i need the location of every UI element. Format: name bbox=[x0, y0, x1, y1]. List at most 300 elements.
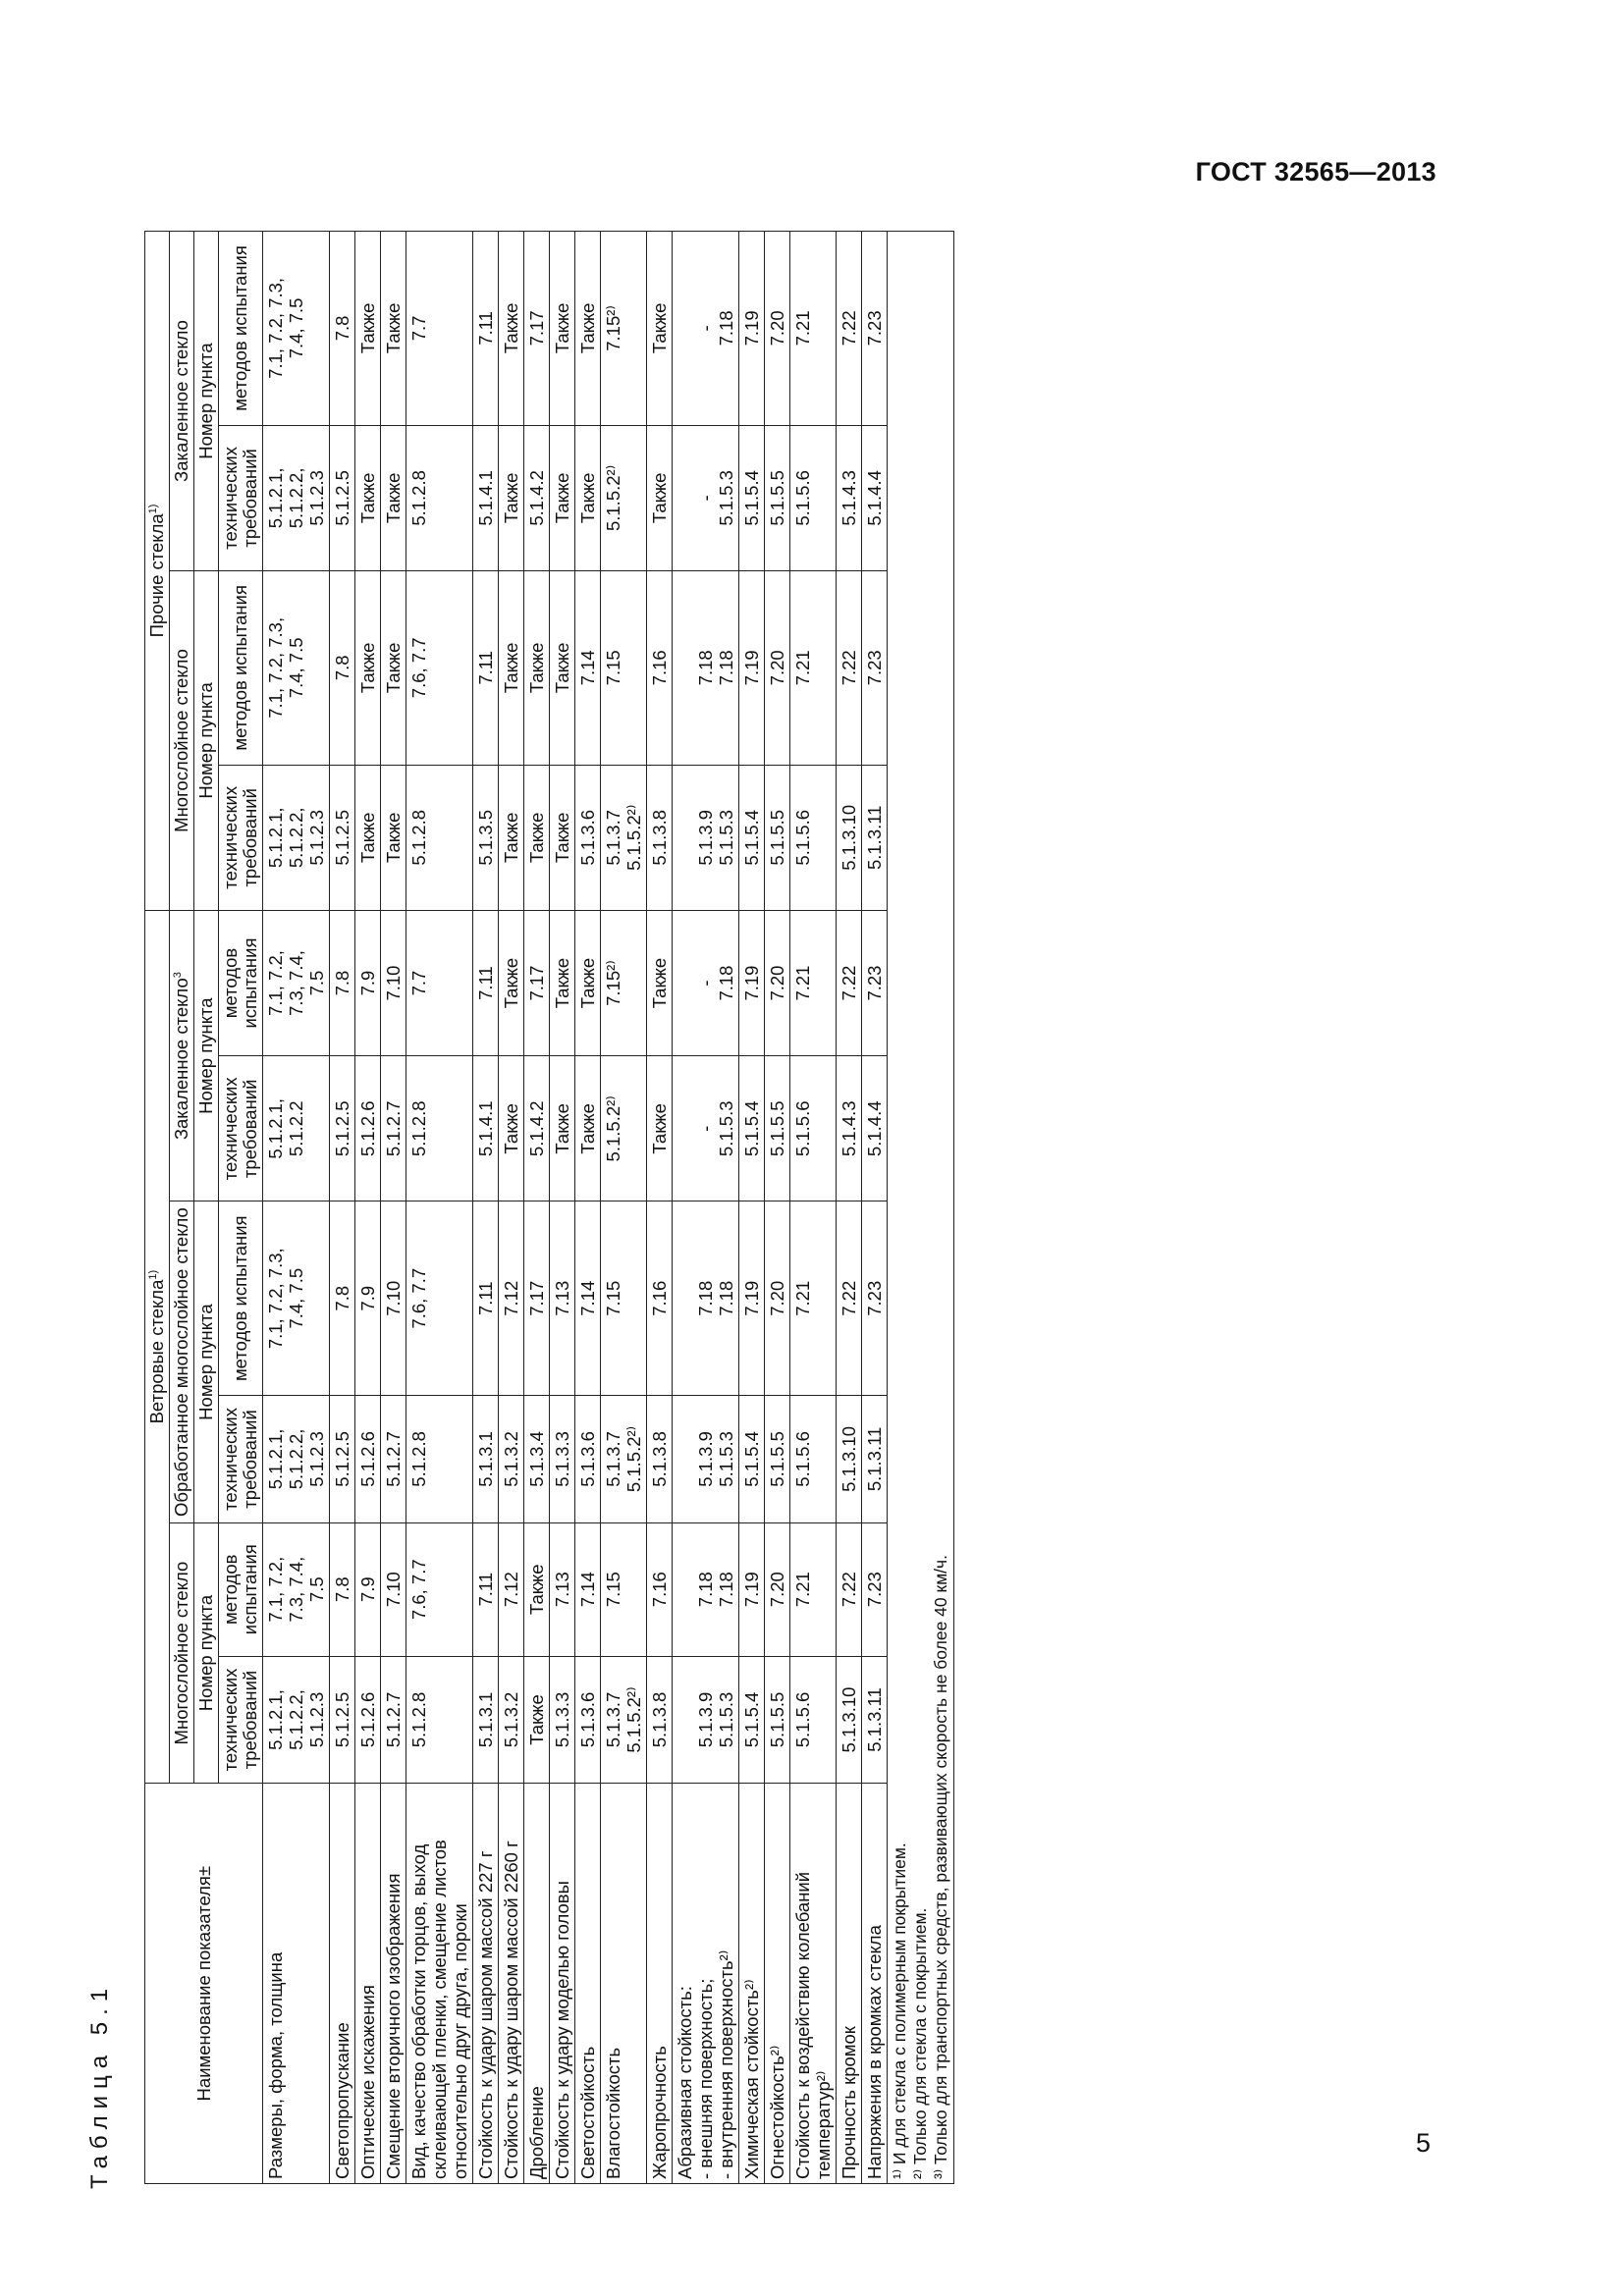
cell-line: 7.6, 7.7 bbox=[408, 1559, 429, 1621]
header-col-tech: технических требований bbox=[219, 1396, 263, 1523]
cell-test-method bbox=[330, 1201, 355, 1396]
cell-test-method bbox=[862, 571, 888, 766]
table-row bbox=[575, 232, 601, 2184]
header-item-number: Номер пункта bbox=[194, 910, 219, 1201]
cell-tech-requirement bbox=[330, 425, 355, 570]
cell-tech-requirement bbox=[575, 1396, 601, 1523]
cell-test-method bbox=[790, 232, 837, 426]
cell-line: 7.19 bbox=[741, 1572, 762, 1608]
cell-line: 7.6, 7.7 bbox=[408, 1267, 429, 1329]
cell-tech-requirement bbox=[673, 1056, 739, 1201]
cell-test-method bbox=[406, 571, 473, 766]
cell-line: 5.1.3.5 bbox=[475, 809, 496, 866]
row-indicator-name-line: Напряжения в кромках стекла bbox=[864, 1925, 885, 2179]
row-indicator-name-line: Светостойкость bbox=[577, 2046, 598, 2179]
table-header bbox=[145, 232, 263, 2184]
cell-tech-requirement bbox=[837, 1396, 862, 1523]
cell-line bbox=[675, 770, 695, 906]
cell-tech-requirement bbox=[381, 425, 406, 570]
cell-line: 5.1.2.5 bbox=[332, 470, 352, 526]
cell-tech-requirement bbox=[406, 425, 473, 570]
table-row bbox=[381, 232, 406, 2184]
row-indicator-name-line: Размеры, форма, толщина bbox=[265, 1951, 286, 2179]
cell-line: 7.12 bbox=[501, 1572, 521, 1608]
cell-test-method bbox=[673, 1201, 739, 1396]
document-standard-number: ГОСТ 32565—2013 bbox=[1195, 157, 1436, 187]
cell-line: 7.9 bbox=[357, 970, 378, 996]
cell-test-method bbox=[862, 1201, 888, 1396]
cell-tech-requirement bbox=[330, 765, 355, 910]
cell-line: Также bbox=[501, 472, 521, 524]
cell-tech-requirement bbox=[673, 1396, 739, 1523]
cell-line: 5.1.5.6 bbox=[792, 470, 813, 526]
row-indicator-name bbox=[406, 1784, 473, 2184]
row-indicator-name bbox=[837, 1784, 862, 2184]
cell-line: 7.18 bbox=[716, 965, 736, 1001]
header-col-method: методов испытания bbox=[219, 232, 263, 426]
cell-line: 5.1.2.6 bbox=[357, 1691, 378, 1748]
cell-line: 5.1.5.4 bbox=[741, 470, 762, 526]
row-indicator-name-line: Жаропрочность bbox=[649, 2046, 670, 2179]
cell-line: 7.5 bbox=[306, 970, 327, 996]
cell-line: 7.21 bbox=[792, 310, 813, 347]
cell-line: 5.1.4.4 bbox=[864, 1100, 885, 1157]
cell-line: Также bbox=[501, 812, 521, 864]
cell-test-method bbox=[406, 910, 473, 1055]
cell-line: 5.1.5.5 bbox=[767, 1100, 787, 1157]
cell-line bbox=[675, 430, 695, 566]
cell-line: 7.15 bbox=[603, 1572, 623, 1608]
header-item-number: Номер пункта bbox=[194, 571, 219, 911]
cell-tech-requirement bbox=[550, 1656, 575, 1784]
cell-line: 5.1.4.3 bbox=[839, 1100, 859, 1157]
cell-line: 5.1.5.6 bbox=[792, 809, 813, 866]
cell-line: 5.1.2.8 bbox=[408, 809, 429, 866]
header-sub-processed: Обработанное многослойное стекло bbox=[170, 1201, 194, 1522]
cell-test-method bbox=[575, 1201, 601, 1396]
cell-test-method bbox=[790, 910, 837, 1055]
row-indicator-name-line: - внутренняя поверхность²⁾ bbox=[716, 1949, 736, 2179]
cell-line: 7.20 bbox=[767, 1572, 787, 1608]
cell-line: 7.3, 7.4, bbox=[286, 950, 306, 1016]
cell-line: 7.18 bbox=[716, 1280, 736, 1316]
cell-tech-requirement bbox=[790, 765, 837, 910]
cell-line: Также bbox=[501, 302, 521, 354]
cell-line: 5.1.3.1 bbox=[475, 1691, 496, 1748]
cell-line: 7.20 bbox=[767, 965, 787, 1001]
row-indicator-name-line: Стойкость к удару шаром массой 2260 г bbox=[501, 1841, 521, 2179]
cell-line: 5.1.2.5 bbox=[332, 1100, 352, 1157]
cell-test-method bbox=[499, 571, 524, 766]
cell-test-method bbox=[673, 571, 739, 766]
cell-line: 5.1.4.4 bbox=[864, 470, 885, 526]
cell-line: 5.1.5.3 bbox=[716, 1431, 736, 1487]
cell-line: 5.1.3.10 bbox=[839, 1686, 859, 1753]
cell-line: 5.1.3.9 bbox=[695, 809, 716, 866]
cell-tech-requirement bbox=[263, 1396, 330, 1523]
cell-line: - bbox=[695, 980, 716, 987]
cell-tech-requirement bbox=[837, 765, 862, 910]
cell-line: 5.1.3.2 bbox=[501, 1691, 521, 1748]
cell-line: 7.1, 7.2, 7.3, bbox=[265, 277, 286, 379]
cell-tech-requirement bbox=[765, 765, 790, 910]
cell-line: 7.4, 7.5 bbox=[286, 637, 306, 699]
cell-line: 5.1.4.2 bbox=[526, 470, 547, 526]
cell-tech-requirement bbox=[473, 765, 499, 910]
header-sub-multilayer-other: Многослойное стекло bbox=[170, 571, 194, 911]
cell-test-method bbox=[862, 910, 888, 1055]
cell-test-method bbox=[381, 910, 406, 1055]
cell-test-method bbox=[739, 1522, 765, 1656]
cell-tech-requirement bbox=[355, 1056, 381, 1201]
cell-test-method bbox=[263, 232, 330, 426]
header-group-windshield-label: Ветровые стекла bbox=[146, 1279, 167, 1424]
cell-tech-requirement bbox=[550, 425, 575, 570]
row-indicator-name bbox=[524, 1784, 550, 2184]
cell-line: 5.1.2.5 bbox=[332, 809, 352, 866]
header-col-method: методов испытания bbox=[219, 910, 263, 1055]
cell-test-method bbox=[473, 571, 499, 766]
header-group-other-label: Прочие стекла bbox=[146, 513, 167, 638]
cell-line: 5.1.2.7 bbox=[383, 1100, 404, 1157]
row-indicator-name-line: Химическая стойкость²⁾ bbox=[741, 1979, 762, 2179]
header-sub-tempered-footnote: 3 bbox=[171, 972, 184, 979]
cell-line: 5.1.5.5 bbox=[767, 470, 787, 526]
cell-line: Также bbox=[357, 472, 378, 524]
cell-line: 5.1.5.6 bbox=[792, 1100, 813, 1157]
cell-test-method bbox=[673, 1522, 739, 1656]
row-indicator-name bbox=[473, 1784, 499, 2184]
cell-line: 5.1.3.10 bbox=[839, 804, 859, 871]
cell-line: 5.1.2.7 bbox=[383, 1431, 404, 1487]
cell-line: 5.1.3.8 bbox=[649, 1431, 670, 1487]
cell-line: Также bbox=[577, 472, 598, 524]
cell-tech-requirement bbox=[575, 765, 601, 910]
cell-test-method bbox=[406, 232, 473, 426]
cell-test-method bbox=[765, 232, 790, 426]
cell-tech-requirement bbox=[647, 425, 673, 570]
cell-tech-requirement bbox=[601, 425, 647, 570]
cell-line: 5.1.3.9 bbox=[695, 1691, 716, 1748]
cell-test-method bbox=[862, 232, 888, 426]
row-indicator-name bbox=[263, 1784, 330, 2184]
cell-line: Также bbox=[552, 472, 572, 524]
cell-line: 7.11 bbox=[475, 1572, 496, 1607]
cell-line: 5.1.2.5 bbox=[332, 1431, 352, 1487]
cell-line: 5.1.5.5 bbox=[767, 809, 787, 866]
cell-line: 5.1.5.5 bbox=[767, 1431, 787, 1487]
cell-test-method bbox=[473, 1201, 499, 1396]
table-row bbox=[739, 232, 765, 2184]
cell-tech-requirement bbox=[524, 1056, 550, 1201]
cell-test-method bbox=[837, 571, 862, 766]
cell-test-method bbox=[263, 1522, 330, 1656]
row-indicator-name bbox=[575, 1784, 601, 2184]
cell-test-method bbox=[601, 1522, 647, 1656]
row-indicator-name-line: Стойкость к удару моделью головы bbox=[552, 1881, 572, 2179]
cell-line: 7.13 bbox=[552, 1572, 572, 1608]
cell-tech-requirement bbox=[355, 1396, 381, 1523]
cell-test-method bbox=[524, 1522, 550, 1656]
header-col-tech: технических требований bbox=[219, 765, 263, 910]
header-sub-multilayer: Многослойное стекло bbox=[170, 1522, 194, 1784]
cell-line: 7.4, 7.5 bbox=[286, 297, 306, 359]
cell-line: 5.1.2.3 bbox=[306, 470, 327, 526]
cell-line: 7.8 bbox=[332, 1285, 352, 1311]
cell-tech-requirement bbox=[647, 1056, 673, 1201]
cell-line: 7.15 bbox=[603, 1280, 623, 1316]
cell-tech-requirement bbox=[330, 1396, 355, 1523]
cell-test-method bbox=[263, 910, 330, 1055]
cell-line: 7.15²⁾ bbox=[603, 305, 623, 351]
cell-line: 5.1.5.2²⁾ bbox=[623, 1686, 644, 1753]
cell-line: 7.1, 7.2, bbox=[265, 950, 286, 1016]
cell-line: Также bbox=[383, 642, 404, 694]
cell-line bbox=[675, 1527, 695, 1652]
cell-tech-requirement bbox=[837, 1056, 862, 1201]
cell-line: 7.22 bbox=[839, 650, 859, 686]
cell-line: 5.1.5.2²⁾ bbox=[623, 1425, 644, 1493]
cell-tech-requirement bbox=[601, 1656, 647, 1784]
cell-line: 7.16 bbox=[649, 650, 670, 686]
cell-line: 5.1.3.8 bbox=[649, 809, 670, 866]
cell-line: 7.21 bbox=[792, 650, 813, 686]
cell-test-method bbox=[647, 571, 673, 766]
table-row bbox=[673, 232, 739, 2184]
cell-line: 5.1.2.1, bbox=[265, 807, 286, 869]
cell-line: 5.1.4.2 bbox=[526, 1100, 547, 1157]
cell-test-method bbox=[765, 571, 790, 766]
cell-test-method bbox=[601, 1201, 647, 1396]
cell-tech-requirement bbox=[601, 1056, 647, 1201]
cell-line: 5.1.2.5 bbox=[332, 1691, 352, 1748]
cell-line: Также bbox=[577, 957, 598, 1009]
cell-tech-requirement bbox=[673, 425, 739, 570]
row-indicator-name-line: Дробление bbox=[526, 2086, 547, 2179]
cell-line: Также bbox=[501, 957, 521, 1009]
cell-line: 7.14 bbox=[577, 650, 598, 686]
cell-line: 5.1.2.8 bbox=[408, 1691, 429, 1748]
cell-test-method bbox=[499, 232, 524, 426]
cell-line: 5.1.2.2, bbox=[286, 1428, 306, 1490]
header-col-method: методов испытания bbox=[219, 1201, 263, 1396]
cell-test-method bbox=[575, 1522, 601, 1656]
cell-line: 5.1.3.7 bbox=[603, 809, 623, 866]
requirements-table bbox=[144, 231, 954, 2184]
cell-line: 5.1.3.7 bbox=[603, 1431, 623, 1487]
cell-test-method bbox=[499, 1522, 524, 1656]
cell-tech-requirement bbox=[263, 1656, 330, 1784]
cell-line: 5.1.5.2²⁾ bbox=[603, 464, 623, 532]
cell-line: 5.1.3.6 bbox=[577, 1691, 598, 1748]
cell-line: Также bbox=[552, 642, 572, 694]
cell-test-method bbox=[647, 1201, 673, 1396]
header-col-method: методов испытания bbox=[219, 571, 263, 766]
row-indicator-name bbox=[862, 1784, 888, 2184]
cell-tech-requirement bbox=[837, 425, 862, 570]
cell-line: 5.1.5.3 bbox=[716, 1100, 736, 1157]
cell-tech-requirement bbox=[330, 1056, 355, 1201]
cell-line: Также bbox=[526, 812, 547, 864]
cell-tech-requirement bbox=[739, 425, 765, 570]
cell-test-method bbox=[355, 1201, 381, 1396]
cell-test-method bbox=[790, 1522, 837, 1656]
table-row bbox=[647, 232, 673, 2184]
cell-tech-requirement bbox=[790, 1656, 837, 1784]
cell-line: Также bbox=[552, 302, 572, 354]
cell-line: Также bbox=[357, 642, 378, 694]
row-indicator-name-line: Огнестойкость²⁾ bbox=[767, 2045, 787, 2179]
cell-line: 5.1.2.1, bbox=[265, 467, 286, 529]
cell-test-method bbox=[790, 1201, 837, 1396]
cell-tech-requirement bbox=[673, 765, 739, 910]
cell-line: 5.1.3.8 bbox=[649, 1691, 670, 1748]
row-indicator-name bbox=[550, 1784, 575, 2184]
cell-test-method bbox=[473, 1522, 499, 1656]
cell-tech-requirement bbox=[765, 1656, 790, 1784]
cell-line: 7.17 bbox=[526, 1280, 547, 1316]
row-indicator-name bbox=[601, 1784, 647, 2184]
cell-line: 5.1.5.2²⁾ bbox=[623, 804, 644, 871]
cell-test-method bbox=[601, 571, 647, 766]
cell-test-method bbox=[575, 910, 601, 1055]
cell-line bbox=[675, 1205, 695, 1391]
cell-line bbox=[675, 1661, 695, 1780]
cell-test-method bbox=[263, 1201, 330, 1396]
cell-line: 5.1.5.3 bbox=[716, 809, 736, 866]
cell-tech-requirement bbox=[862, 425, 888, 570]
header-item-number: Номер пункта bbox=[194, 232, 219, 571]
cell-test-method bbox=[381, 1522, 406, 1656]
cell-tech-requirement bbox=[524, 425, 550, 570]
cell-line bbox=[675, 1400, 695, 1519]
cell-line: Также bbox=[552, 812, 572, 864]
cell-line: 7.5 bbox=[306, 1576, 327, 1603]
table-row bbox=[330, 232, 355, 2184]
cell-line: 7.10 bbox=[383, 1572, 404, 1608]
row-indicator-name bbox=[499, 1784, 524, 2184]
cell-line: 7.14 bbox=[577, 1280, 598, 1316]
cell-tech-requirement bbox=[499, 1056, 524, 1201]
row-indicator-name-line: Абразивная стойкость: bbox=[675, 1986, 695, 2179]
cell-line: 7.4, 7.5 bbox=[286, 1267, 306, 1329]
cell-tech-requirement bbox=[790, 425, 837, 570]
cell-test-method bbox=[673, 232, 739, 426]
cell-line: 5.1.2.2, bbox=[286, 1689, 306, 1750]
cell-line: Также bbox=[526, 1564, 547, 1615]
cell-tech-requirement bbox=[739, 1056, 765, 1201]
cell-test-method bbox=[473, 910, 499, 1055]
cell-test-method bbox=[575, 571, 601, 766]
cell-line: Также bbox=[552, 957, 572, 1009]
cell-test-method bbox=[647, 232, 673, 426]
cell-tech-requirement bbox=[575, 1056, 601, 1201]
header-col-tech: технических требований bbox=[219, 1056, 263, 1201]
cell-line: 5.1.3.4 bbox=[526, 1431, 547, 1487]
cell-line: 7.21 bbox=[792, 965, 813, 1001]
cell-tech-requirement bbox=[739, 1656, 765, 1784]
cell-line: 7.1, 7.2, 7.3, bbox=[265, 616, 286, 719]
cell-tech-requirement bbox=[739, 1396, 765, 1523]
cell-line: 7.18 bbox=[695, 1572, 716, 1608]
cell-test-method bbox=[473, 232, 499, 426]
cell-line: 5.1.2.1, bbox=[265, 1428, 286, 1490]
cell-tech-requirement bbox=[601, 1396, 647, 1523]
row-indicator-name-line: Светопропускание bbox=[332, 2022, 352, 2179]
cell-line: 5.1.3.3 bbox=[552, 1691, 572, 1748]
row-indicator-name-line: - внешняя поверхность; bbox=[695, 1978, 716, 2179]
cell-line: 7.14 bbox=[577, 1572, 598, 1608]
table-caption: Таблица 5.1 bbox=[86, 1981, 113, 2189]
cell-line: 5.1.5.3 bbox=[716, 1691, 736, 1748]
cell-tech-requirement bbox=[790, 1396, 837, 1523]
cell-tech-requirement bbox=[765, 425, 790, 570]
cell-line: 7.9 bbox=[357, 1285, 378, 1311]
table-row bbox=[473, 232, 499, 2184]
cell-line: 5.1.5.6 bbox=[792, 1431, 813, 1487]
cell-line: 7.19 bbox=[741, 310, 762, 347]
cell-line: 5.1.4.1 bbox=[475, 470, 496, 526]
cell-line: 7.22 bbox=[839, 965, 859, 1001]
cell-test-method bbox=[355, 571, 381, 766]
cell-test-method bbox=[406, 1201, 473, 1396]
cell-test-method bbox=[381, 232, 406, 426]
cell-line: 5.1.2.8 bbox=[408, 1100, 429, 1157]
cell-tech-requirement bbox=[406, 1056, 473, 1201]
cell-tech-requirement bbox=[524, 1656, 550, 1784]
cell-line: - bbox=[695, 325, 716, 332]
header-indicator-name: Наименование показателя± bbox=[145, 1784, 263, 2184]
row-indicator-name bbox=[739, 1784, 765, 2184]
cell-tech-requirement bbox=[647, 765, 673, 910]
cell-line: 5.1.5.2²⁾ bbox=[603, 1095, 623, 1162]
footnote-2: ²⁾ Только для стекла с покрытием. bbox=[910, 1907, 930, 2179]
cell-test-method bbox=[765, 910, 790, 1055]
cell-line: 7.1, 7.2, 7.3, bbox=[265, 1248, 286, 1350]
cell-line: 7.18 bbox=[716, 1572, 736, 1608]
cell-line: 7.7 bbox=[408, 315, 429, 342]
cell-tech-requirement bbox=[837, 1656, 862, 1784]
cell-test-method bbox=[550, 571, 575, 766]
cell-tech-requirement bbox=[524, 1396, 550, 1523]
cell-line: Также bbox=[383, 472, 404, 524]
cell-line: 7.13 bbox=[552, 1280, 572, 1316]
cell-test-method bbox=[765, 1522, 790, 1656]
cell-line bbox=[675, 915, 695, 1051]
cell-line: 5.1.3.3 bbox=[552, 1431, 572, 1487]
cell-test-method bbox=[837, 910, 862, 1055]
row-indicator-name-line: Вид, качество обработки торцов, выход склеивающей пленки, смещение листов относительно друг друга, пороки bbox=[408, 1840, 470, 2179]
table-footnotes bbox=[888, 232, 954, 2184]
header-group-other bbox=[145, 232, 170, 911]
cell-test-method bbox=[601, 232, 647, 426]
cell-line: 7.20 bbox=[767, 310, 787, 347]
cell-line: 5.1.2.6 bbox=[357, 1100, 378, 1157]
cell-tech-requirement bbox=[263, 425, 330, 570]
cell-line: Также bbox=[526, 642, 547, 694]
cell-test-method bbox=[575, 232, 601, 426]
header-col-method: методов испытания bbox=[219, 1522, 263, 1656]
cell-test-method bbox=[550, 232, 575, 426]
cell-test-method bbox=[550, 1201, 575, 1396]
cell-line: 7.8 bbox=[332, 1576, 352, 1603]
footnote-3: ³⁾ Только для транспортных средств, развивающих скорость не более 40 км/ч. bbox=[931, 1554, 950, 2179]
cell-line: 5.1.5.5 bbox=[767, 1691, 787, 1748]
cell-test-method bbox=[837, 1522, 862, 1656]
cell-tech-requirement bbox=[473, 1656, 499, 1784]
table-row bbox=[601, 232, 647, 2184]
cell-line: Также bbox=[552, 1103, 572, 1154]
